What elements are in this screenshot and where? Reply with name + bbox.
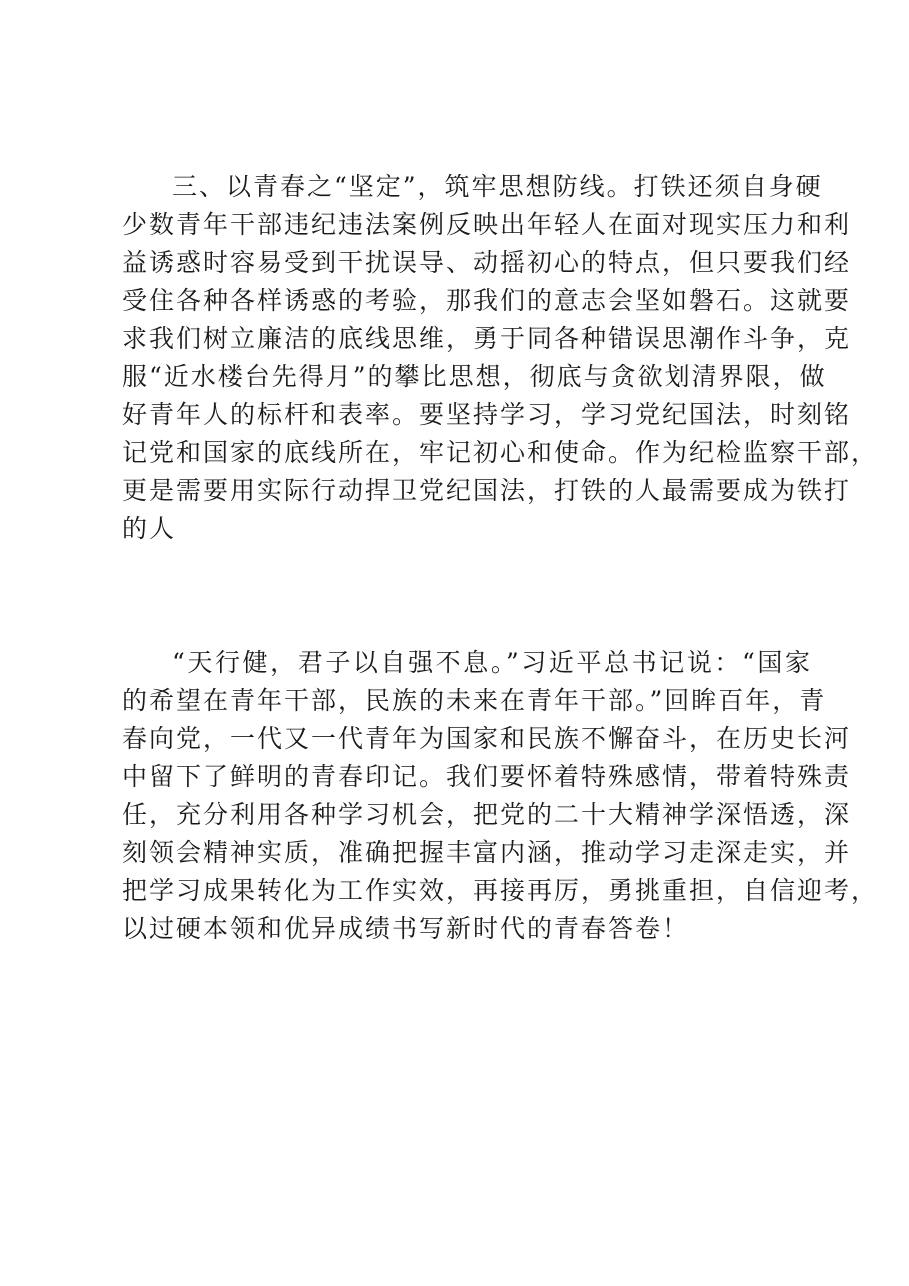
paragraph-closing: [122, 644, 879, 948]
paragraph-line: 好青年人的标杆和表率。要坚持学习，学习党纪国法，时刻铭: [122, 400, 852, 429]
paragraph-line: 刻领会精神实质，准确把握丰富内涵，推动学习走深走实，并: [122, 838, 852, 867]
paragraph-line: 服“近水楼台先得月”的攀比思想，彻底与贪欲划清界限，做: [122, 362, 827, 391]
paragraph-line: 的希望在青年干部，民族的未来在青年干部。”回眸百年，青: [122, 686, 827, 715]
paragraph-line: 记党和国家的底线所在，牢记初心和使命。作为纪检监察干部，: [122, 438, 879, 467]
paragraph-line: 春向党，一代又一代青年为国家和民族不懈奋斗，在历史长河: [122, 724, 852, 753]
paragraph-line: 求我们树立廉洁的底线思维，勇于同各种错误思潮作斗争，克: [122, 324, 852, 353]
paragraph-line: 益诱惑时容易受到干扰误导、动摇初心的特点，但只要我们经: [122, 248, 852, 277]
paragraph-line: 受住各种各样诱惑的考验，那我们的意志会坚如磐石。这就要: [122, 286, 852, 315]
paragraph-line: 三、以青春之“坚定”，筑牢思想防线。打铁还须自身硬: [172, 172, 823, 201]
paragraph-line: 的人: [122, 514, 177, 543]
paragraph-line: 任，充分利用各种学习机会，把党的二十大精神学深悟透，深: [122, 800, 852, 829]
paragraph-section-three: [122, 168, 879, 548]
paragraph-line: 以过硬本领和优异成绩书写新时代的青春答卷！: [122, 914, 690, 943]
paragraph-line: “天行健，君子以自强不息。”习近平总书记说：“国家: [172, 648, 812, 677]
paragraph-line: 把学习成果转化为工作实效，再接再厉，勇挑重担，自信迎考，: [122, 876, 879, 905]
paragraph-line: 更是需要用实际行动捍卫党纪国法，打铁的人最需要成为铁打: [122, 476, 852, 505]
paragraph-line: 中留下了鲜明的青春印记。我们要怀着特殊感情，带着特殊责: [122, 762, 852, 791]
paragraph-line: 少数青年干部违纪违法案例反映出年轻人在面对现实压力和利: [122, 210, 852, 239]
